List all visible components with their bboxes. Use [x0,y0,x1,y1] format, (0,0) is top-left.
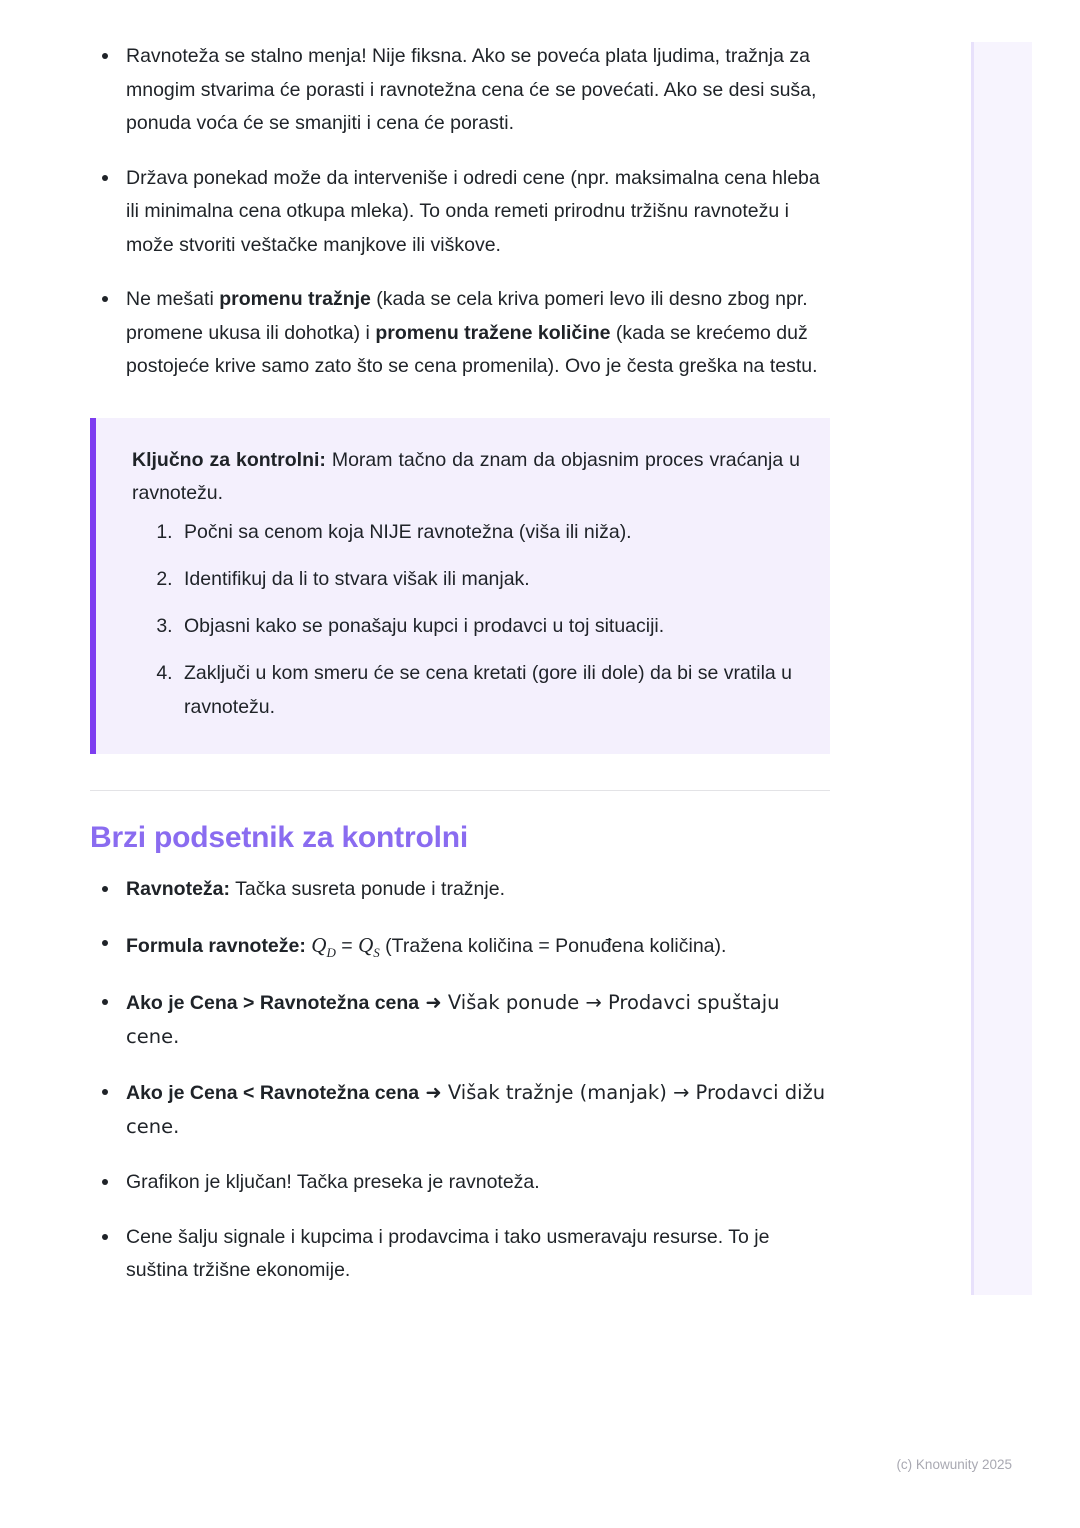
mixing-text-part1: Ne mešati [126,288,220,311]
summary-bold-1: Formula ravnoteže: [126,935,306,958]
summary-bold-0: Ravnoteža: [126,877,231,900]
list-item [90,986,830,1055]
list-item: Ravnoteža se stalno menja! Nije fiksna. Ako se poveća plata ljudima, tražnja za mnogim stvarima će porasti i ravnotežna cena će se povećati. Ako se desi suša, ponuda voća će se smanjiti i cena će porasti. [90,40,830,141]
list-item: 4. Zaključi u kom smeru će se cena kretati (gore ili dole) da bi se vratila u ravnotežu. [178,657,800,723]
list-item [90,1221,830,1288]
summary-bullet-list [90,873,830,1288]
mixing-text-part3: (kada se krećemo duž postojeće krive samo zato što se cena promenila). Ovo je česta greška na testu. [126,321,818,378]
formula-eq: = [335,935,359,958]
list-item [90,927,830,965]
callout-lead [132,444,800,510]
summary-text-4: Grafikon je ključan! Tačka preseka je ravnoteža. [126,1170,540,1193]
list-item [90,1166,830,1200]
list-item [90,283,830,384]
list-item: 3. Objasni kako se ponašaju kupci i prodavci u toj situaciji. [178,610,800,643]
callout-label: Ključno za kontrolni: [132,448,326,471]
callout-steps-list [132,516,800,724]
formula-qd: $Q_D$ [311,933,336,961]
key-callout-box [90,418,830,754]
section-divider [90,790,830,791]
document-page [90,40,830,1309]
formula-tail: (Tražena količina = Ponuđena količina). [379,935,727,958]
list-item [90,873,830,907]
summary-bold-3: Ako je Cena < Ravnotežna cena [126,1081,420,1104]
list-item [90,1076,830,1145]
formula-qs: $Q_S$ [358,933,380,961]
mixing-bold-1: promenu tražnje [219,288,371,311]
summary-text-2: ➜ Višak ponude → Prodavci spuštaju cene. [126,990,780,1049]
summary-bold-2: Ako je Cena > Ravnotežna cena [126,991,420,1014]
summary-text-3: ➜ Višak tražnje (manjak) → Prodavci dižu cene. [126,1080,826,1139]
list-item: 2. Identifikuj da li to stvara višak ili manjak. [178,563,800,596]
callout-lead-text: Moram tačno da znam da objasnim proces vraćanja u ravnotežu. [132,448,800,504]
summary-text-5: Cene šalju signale i kupcima i prodavcima i tako usmeravaju resurse. To je suština tržišne ekonomije. [126,1225,770,1282]
page-title: Brzi podsetnik za kontrolni [90,820,468,854]
mixing-text-part2: (kada se cela kriva pomeri levo ili desno zbog npr. promene ukusa ili dohotka) i [126,288,808,344]
list-item: Država ponekad može da interveniše i odredi cene (npr. maksimalna cena hleba ili minimalna cena otkupa mleka). To onda remeti prirodnu tržišnu ravnotežu i može stvoriti veštačke manjkove ili viškove. [90,162,830,263]
top-bullet-list [90,40,830,384]
footer-copyright: (c) Knowunity 2025 [896,1457,1012,1472]
right-accent-strip [971,42,1032,1295]
mixing-bold-2: promenu tražene količine [375,321,611,344]
summary-text-0: Tačka susreta ponude i tražnje. [230,877,506,900]
list-item: 1. Počni sa cenom koja NIJE ravnotežna (viša ili niža). [178,516,800,549]
